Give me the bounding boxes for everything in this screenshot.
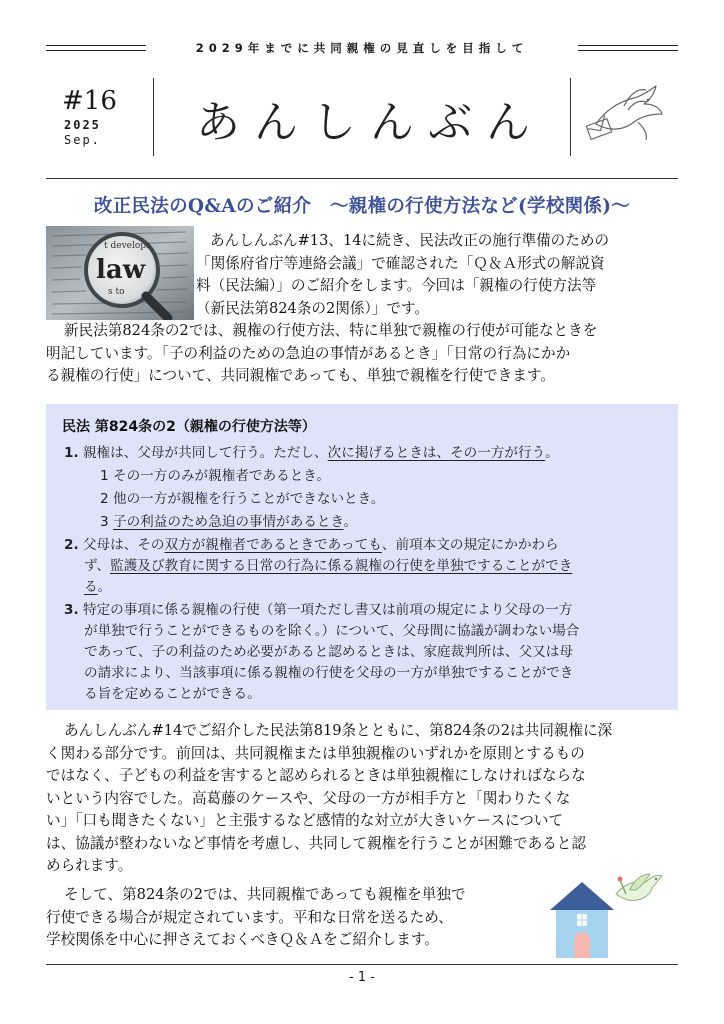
closing-paragraph [46,884,546,952]
law-text: 、前項本文の規定にかかわら [381,537,559,553]
law-text: 。 [97,579,112,595]
body-line: は、協議が整わないなど事情を考慮し、共同して親権を行うことが困難であると認 [46,834,586,852]
article-headline: 改正民法のQ&Aのご紹介 ～親権の行使方法など(学校関係)～ [93,196,631,217]
masthead-bottom-rule [46,178,678,179]
newsletter-title: あんしんぶん [196,97,544,148]
law-item-2-cont [84,556,572,576]
body-line: 明記しています。「子の利益のための急迫の事情があるとき」「日常の行為にかか [46,344,571,362]
law-text: 。 [343,514,358,530]
law-item-2-end [84,577,111,597]
issue-month: Sep. [64,133,101,147]
law-text-underlined: 監護及び教育に関する日常の行為に係る親権の行使を単独ですることができ [110,558,573,574]
issue-year: 2025 [64,118,101,132]
intro-line: （新民法第824条の2関係）」です。 [196,299,429,317]
masthead-divider-left [153,78,154,156]
law-subitem-1: 1 その一方のみが親権者であるとき。 [100,468,330,484]
intro-paragraph [196,230,678,320]
law-magnifier-photo [46,226,194,320]
body-line: ではなく、子どもの利益を害すると認められるときは単独親権にしなければならな [46,767,586,784]
body-line: 行使できる場合が規定されています。平和な日常を送るため、 [46,908,453,926]
law-item-3-line: であって、子の利益のため必要があると認めるときは、家庭裁判所は、父又は母 [84,644,573,660]
dove-illustration [612,868,664,910]
law-text-underlined: 子の利益のため急迫の事情があるとき [112,514,344,530]
banner-slogan: 2029年までに共同親権の見直しを目指して [195,41,529,55]
law-item-2 [64,535,559,555]
body-line: 新民法第824条の2では、親権の行使方法、特に単独で親権の行使が可能なときを [64,322,598,339]
law-item-number: 1. [64,445,79,461]
law-text: ず、 [84,558,111,574]
intro-line: 「関係府省庁等連絡会議」で確認された「Ｑ＆Ａ形式の解説資 [196,254,605,272]
body-line: る親権の行使」について、共同親権であっても、単独で親権を行使できます。 [46,367,555,384]
law-subitem-2: 2 他の一方が親権を行うことができないとき。 [100,491,385,507]
law-box-title: 民法 第824条の2（親権の行使方法等） [62,419,316,435]
photo-text-line3: s to [108,287,125,297]
law-text: 3 [100,514,113,530]
law-text: 。 [545,445,559,461]
body-line: あんしんぶん#14でご紹介した民法第819条とともに、第824条の2は共同親権に深 [64,722,613,739]
intro-line: 料（民法編）」のご紹介をします。今回は「親権の行使方法等 [196,277,597,294]
photo-text-law: law [96,255,146,285]
law-item-1 [64,443,559,463]
law-text-underlined: 次に掲げるときは、その一方が行う [327,445,546,461]
law-item-number: 3. [64,602,79,618]
law-text: 特定の事項に係る親権の行使（第一項ただし書又は前項の規定により父母の一方 [82,602,573,618]
intro-line: あんしんぶん#13、14に続き、民法改正の施行準備のための [210,232,610,249]
body-line: い」「口も聞きたくない」と主張するなど感情的な対立が大きいケースについて [46,812,564,829]
article-824-paragraph [46,320,678,388]
dove-letter-illustration [584,80,666,148]
law-item-3-line: る旨を定めることができる。 [84,686,261,702]
law-text: 親権は、父母が共同して行う。ただし、 [82,445,328,461]
footer-rule [46,964,678,965]
issue-number: #16 [62,86,117,116]
photo-text-line1: t develops [104,241,151,251]
law-text: 父母は、その [82,537,165,553]
body-line: 学校関係を中心に押さえておくべきＱ＆Ａをご紹介します。 [46,931,439,948]
masthead-divider-right [570,78,571,156]
law-text-underlined: 双方が親権者であるときであっても [164,537,382,553]
law-item-3-line: の請求により、当該事項に係る親権の行使を父母の一方が単独ですることができ [84,665,574,681]
law-subitem-3 [100,512,357,532]
law-item-number: 2. [64,537,79,553]
law-item-3 [64,600,572,620]
law-text-underlined: る [84,579,98,595]
law-item-3-line: が単独で行うことができるものを除く。）について、父母間に協議が調わない場合 [84,623,580,639]
body-line: いという内容でした。高葛藤のケースや、父母の一方が相手方と「関わりたくな [46,789,571,807]
page-number: - 1 - [349,970,375,985]
article-819-paragraph [46,720,678,878]
body-line: められます。 [46,857,133,874]
body-line: く関わる部分です。前回は、共同親権または単独親権のいずれかを原則とするもの [46,744,585,762]
body-line: そして、第824条の2では、共同親権であっても親権を単独で [64,886,466,903]
house-illustration [548,880,616,960]
